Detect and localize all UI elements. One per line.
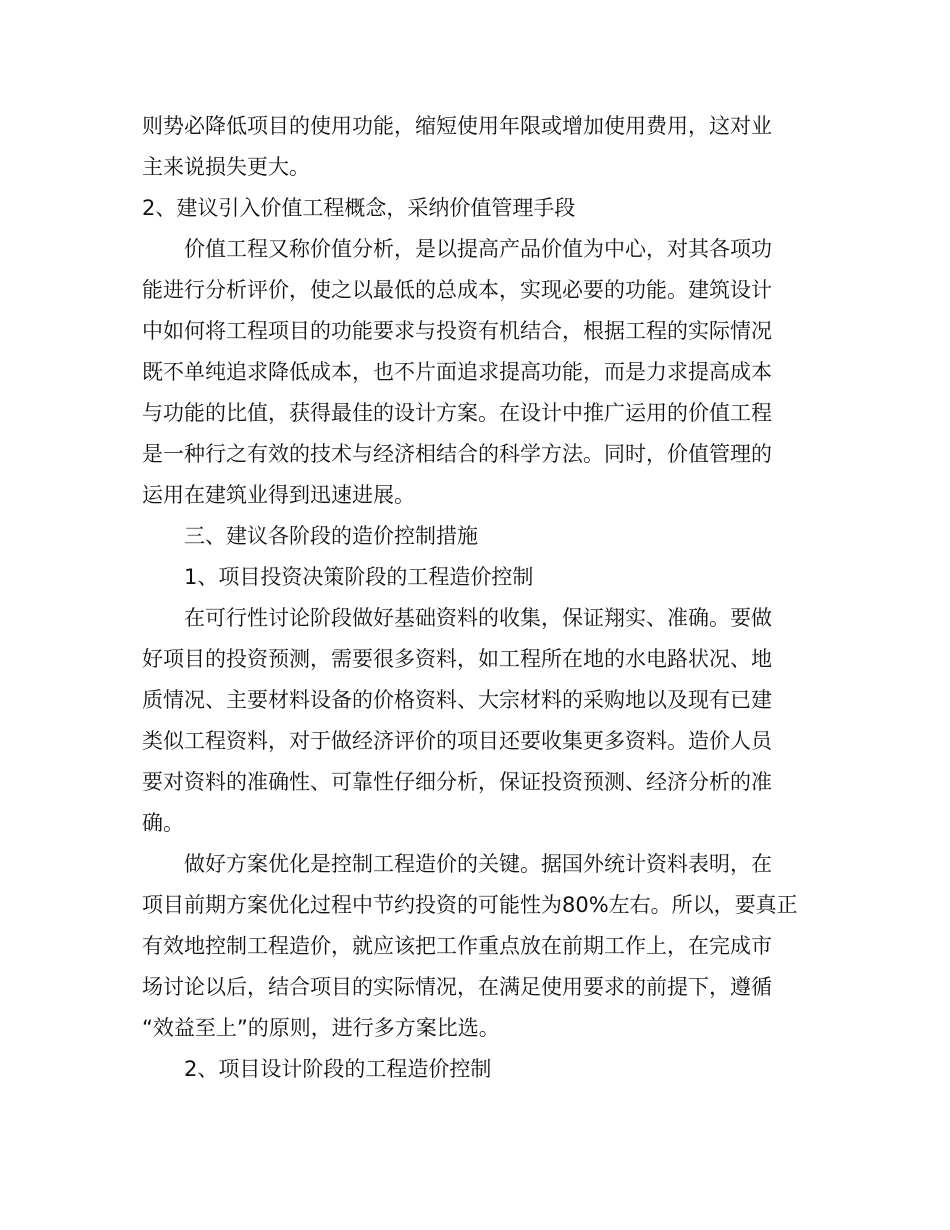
text-line: “效益至上”的原则，进行多方案比选。 — [142, 1016, 500, 1040]
text-line: 则势必降低项目的使用功能，缩短使用年限或增加使用费用，这对业 — [142, 114, 772, 138]
text-line: 确。 — [142, 811, 184, 835]
document-body — [142, 106, 810, 1090]
text-line: 中如何将工程项目的功能要求与投资有机结合，根据工程的实际情况 — [142, 319, 772, 343]
text-line: 好项目的投资预测，需要很多资料，如工程所在地的水电路状况、地 — [142, 647, 772, 671]
text-line: 运用在建筑业得到迅速进展。 — [142, 483, 415, 507]
subsection-heading: 1、项目投资决策阶段的工程造价控制 — [184, 565, 534, 589]
text-line: 价值工程又称价值分析，是以提高产品价值为中心，对其各项功 — [184, 237, 772, 261]
text-line: 场讨论以后，结合项目的实际情况，在满足使用要求的前提下，遵循 — [142, 975, 772, 999]
subsection-heading: 2、项目设计阶段的工程造价控制 — [184, 1057, 492, 1081]
text-line: 主来说损失更大。 — [142, 155, 310, 179]
text-line: 要对资料的准确性、可靠性仔细分析，保证投资预测、经济分析的准 — [142, 770, 772, 794]
text-line: 是一种行之有效的技术与经济相结合的科学方法。同时，价值管理的 — [142, 442, 772, 466]
text-line: 在可行性讨论阶段做好基础资料的收集，保证翔实、准确。要做 — [184, 606, 772, 630]
text-line: 有效地控制工程造价，就应该把工作重点放在前期工作上，在完成市 — [142, 934, 772, 958]
text-line: 项目前期方案优化过程中节约投资的可能性为80%左右。所以，要真正 — [142, 893, 798, 917]
text-line: 既不单纯追求降低成本，也不片面追求提高功能，而是力求提高成本 — [142, 360, 772, 384]
text-line: 类似工程资料，对于做经济评价的项目还要收集更多资料。造价人员 — [142, 729, 772, 753]
section-heading: 2、建议引入价值工程概念，采纳价值管理手段 — [142, 196, 576, 220]
text-line: 与功能的比值，获得最佳的设计方案。在设计中推广运用的价值工程 — [142, 401, 772, 425]
text-line: 质情况、主要材料设备的价格资料、大宗材料的采购地以及现有已建 — [142, 688, 772, 712]
text-line: 做好方案优化是控制工程造价的关键。据国外统计资料表明，在 — [184, 852, 772, 876]
text-line: 能进行分析评价，使之以最低的总成本，实现必要的功能。建筑设计 — [142, 278, 772, 302]
section-heading: 三、建议各阶段的造价控制措施 — [184, 524, 478, 548]
